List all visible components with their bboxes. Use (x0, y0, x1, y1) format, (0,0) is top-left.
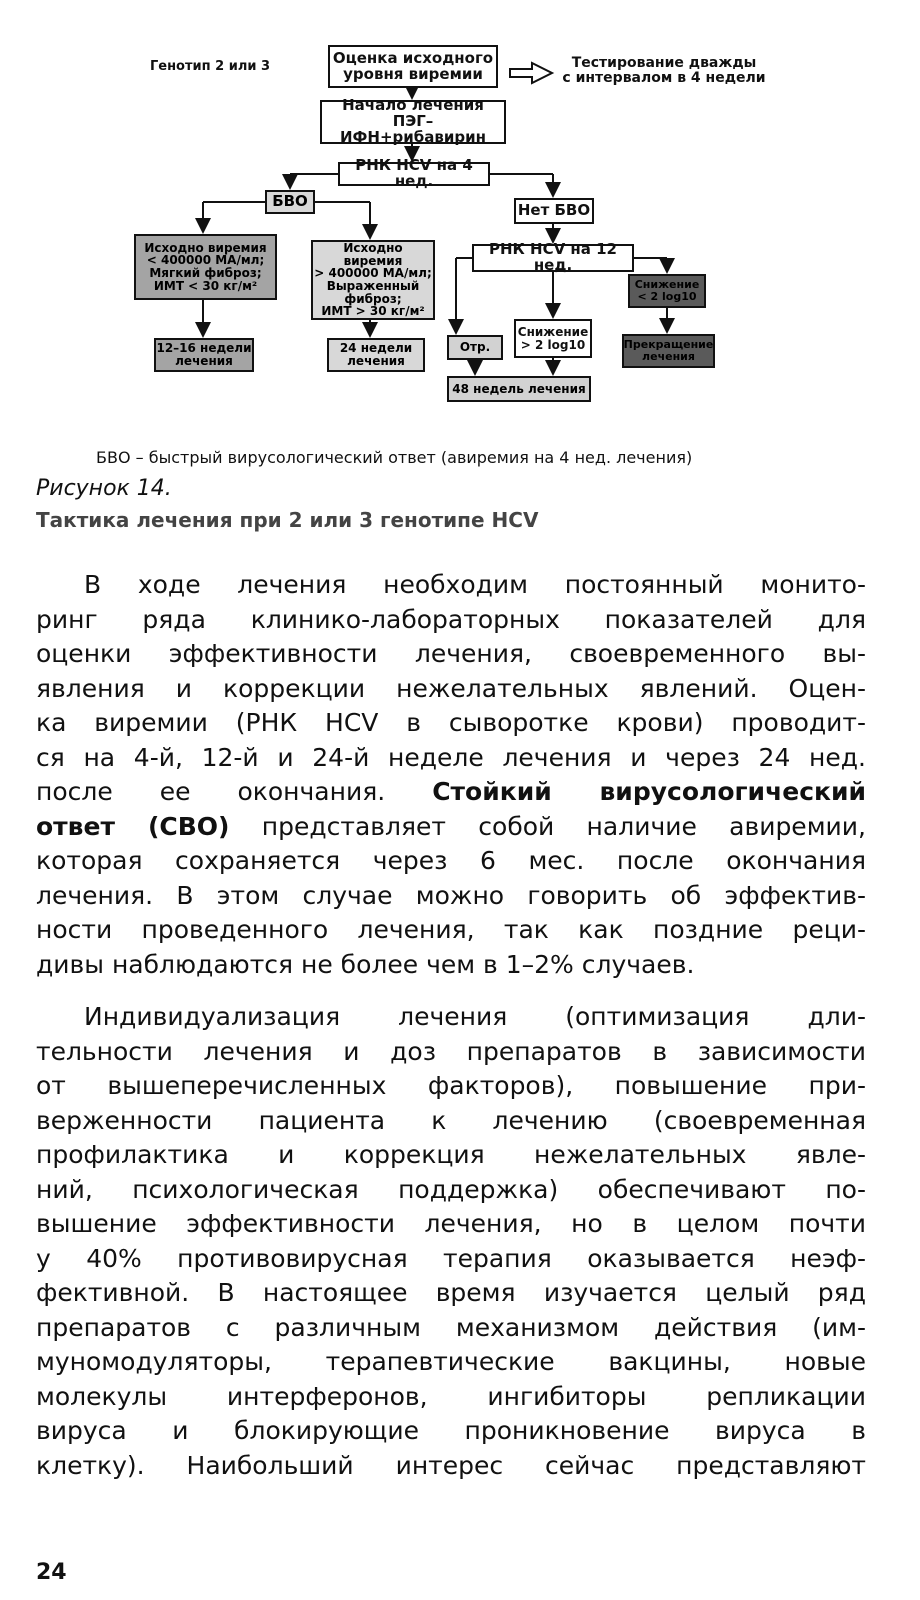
stop-treatment-box: Прекращение лечения (622, 334, 715, 368)
text-fragment: представляет собой наличие авиремии, (261, 811, 866, 841)
text-line (36, 775, 866, 810)
bvo-box: БВО (265, 190, 315, 214)
text-line: фективной. В настоящее время изучается целый ряд (36, 1278, 866, 1307)
low-viremia-box: Исходно виремия < 400000 МА/мл; Мягкий фиброз; ИМТ < 30 кг/м² (134, 234, 277, 300)
rna-week12-box: РНК HCV на 12 нед. (472, 244, 634, 272)
text-line: препаратов с различным механизмом действия (им- (36, 1312, 866, 1342)
decrease-less-2log-box: Снижение < 2 log10 (628, 274, 706, 308)
paragraph-2 (36, 1000, 866, 1483)
text-line: клетку). Наибольший интерес сейчас представляют (36, 1450, 866, 1480)
figure-legend: БВО – быстрый вирусологический ответ (авиремия на 4 нед. лечения) (96, 448, 693, 467)
text-line: от вышеперечисленных факторов), повышение при- (36, 1071, 866, 1100)
text-line: верженности пациента к лечению (своевременная (36, 1105, 866, 1135)
testing-note: Тестирование дважды с интервалом в 4 недели (562, 55, 766, 87)
genotype-label: Генотип 2 или 3 (149, 59, 271, 74)
weeks-12-16-box: 12–16 недели лечения (154, 338, 254, 372)
text-line: ний, психологическая поддержка) обеспечивают по- (36, 1174, 866, 1204)
text-line: у 40% противовирусная терапия оказывается неэф- (36, 1243, 866, 1273)
rna-week4-box: РНК HCV на 4 нед. (338, 162, 490, 186)
negative-box: Отр. (447, 335, 503, 360)
paragraph-1 (36, 568, 866, 982)
text-line: тельности лечения и доз препаратов в зависимости (36, 1036, 866, 1066)
page-number: 24 (36, 1560, 67, 1585)
bold-term: Стойкий вирусологический (432, 777, 867, 806)
text-line: лечения. В этом случае можно говорить об эффектив- (36, 880, 866, 910)
text-line: явления и коррекции нежелательных явлений. Оцен- (36, 673, 866, 703)
text-line: которая сохраняется через 6 мес. после окончания (36, 846, 866, 875)
weeks-48-box: 48 недель лечения (447, 376, 591, 402)
text-line: оценки эффективности лечения, своевременного вы- (36, 639, 866, 668)
figure-title: Тактика лечения при 2 или 3 генотипе HCV (36, 508, 539, 532)
decrease-more-2log-box: Снижение > 2 log10 (514, 319, 592, 358)
text-line: В ходе лечения необходим постоянный монито- (84, 570, 866, 599)
text-line: дивы наблюдаются не более чем в 1–2% случаев. (36, 949, 695, 979)
bold-term: ответ (СВО) (36, 811, 230, 841)
text-line: Индивидуализация лечения (оптимизация дли- (84, 1002, 866, 1031)
weeks-24-box: 24 недели лечения (327, 338, 425, 372)
text-line: ка виремии (РНК HCV в сыворотке крови) проводит- (36, 708, 866, 737)
high-viremia-box: Исходно виремия > 400000 МА/мл; Выраженный фиброз; ИМТ > 30 кг/м² (311, 240, 435, 320)
text-line: ности проведенного лечения, так как поздние реци- (36, 915, 866, 944)
text-line: ринг ряда клинико-лабораторных показателей для (36, 604, 866, 634)
text-line (36, 810, 866, 845)
figure-number: Рисунок 14. (36, 476, 172, 501)
start-treatment-box: Начало лечения ПЭГ–ИФН+рибавирин (320, 100, 506, 144)
text-line: молекулы интерферонов, ингибиторы репликации (36, 1381, 866, 1411)
text-fragment: после ее окончания. (36, 777, 386, 806)
text-line: вируса и блокирующие проникновение вируса в (36, 1416, 866, 1445)
baseline-viremia-box: Оценка исходного уровня виремии (328, 45, 498, 88)
no-bvo-box: Нет БВО (514, 198, 594, 224)
text-line: профилактика и коррекция нежелательных явле- (36, 1140, 866, 1169)
text-line: вышение эффективности лечения, но в целом почти (36, 1209, 866, 1238)
text-line: муномодуляторы, терапевтические вакцины, новые (36, 1347, 866, 1376)
treatment-flowchart (0, 0, 920, 420)
text-line: ся на 4-й, 12-й и 24-й неделе лечения и через 24 нед. (36, 742, 866, 772)
